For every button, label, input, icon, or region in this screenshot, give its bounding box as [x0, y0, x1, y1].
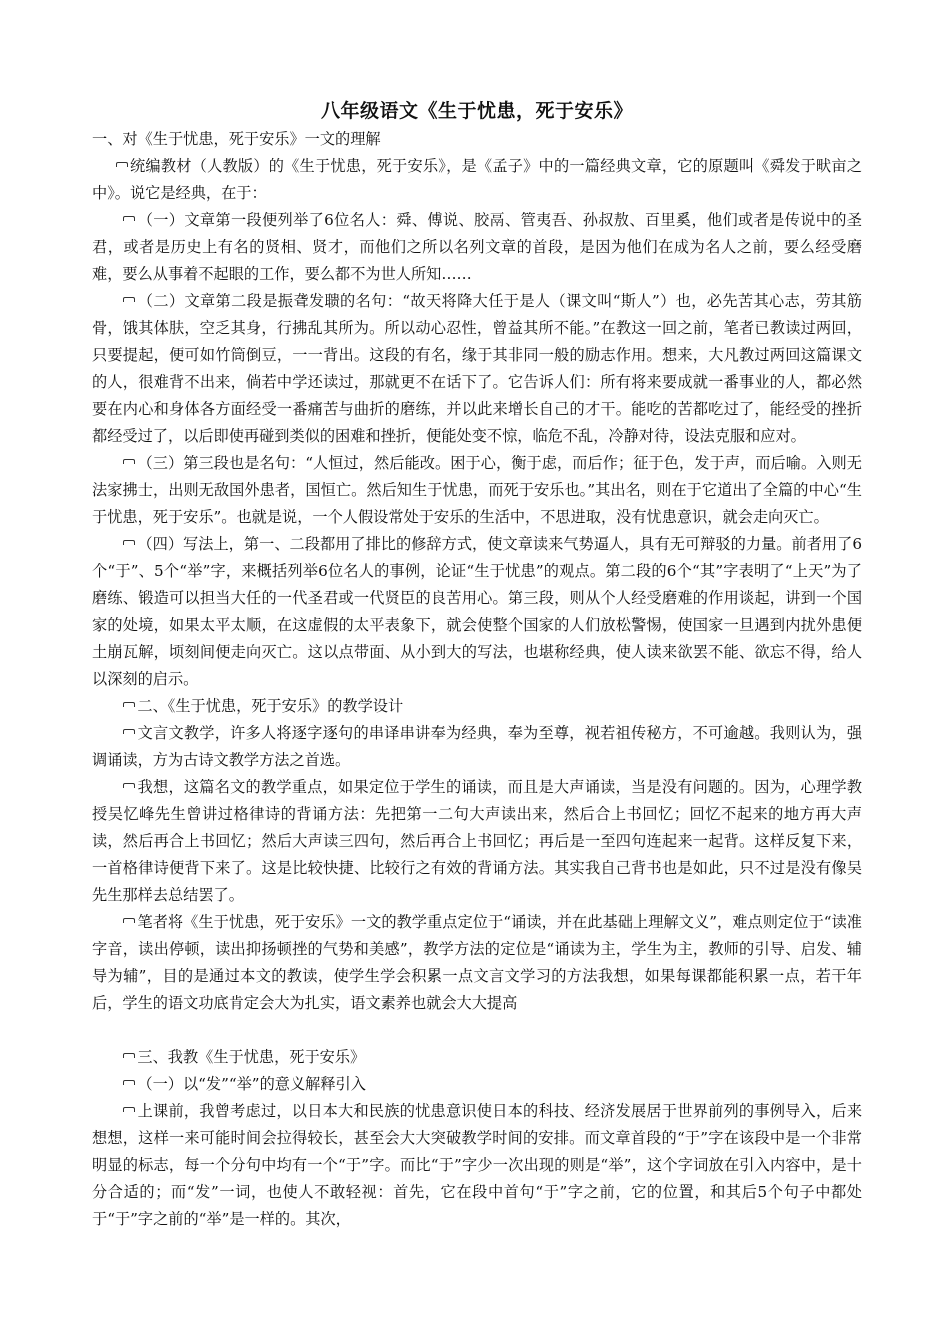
section-3-paragraph-1: 上课前，我曾考虑过，以日本大和民族的忧患意识使日本的科技、经济发展居于世界前列的事例导入，后来想想，这样一来可能时间会拉得较长，甚至会大大突破教学时间的安排。而文章首段的“于”字在该段中是一个非常明显的标志，每一个分句中均有一个“于”字。而比“于”字少一次出现的则是“举”，这个字词放在引入内容中，是十分合适的；而“发”一词，也使人不敢轻视：首先，它在段中首句“于”字之前，它的位置，和其后5个句子中都处于“于”字之前的“举”是一样的。其次，	[92, 1102, 862, 1228]
paragraph-mark-icon	[122, 539, 136, 548]
paragraph-mark-icon	[122, 728, 136, 737]
paragraph-mark-icon	[122, 1052, 136, 1061]
paragraph-mark-icon	[115, 161, 129, 170]
section-1-point-2: （二）文章第二段是振聋发聩的名句：“故天将降大任于是人（课文叫“斯人”）也，必先苦其心志，劳其筋骨，饿其体肤，空乏其身，行拂乱其所为。所以动心忍性，曾益其所不能。”在教这一回之前，笔者已教读过两回，只要提起，便可如竹筒倒豆，一一背出。这段的有名，缘于其非同一般的励志作用。想来，大凡教过两回这篇课文的人，很难背不出来，倘若中学还读过，那就更不在话下了。它告诉人们：所有将来要成就一番事业的人，都必然要在内心和身体各方面经受一番痛苦与曲折的磨练，并以此来增长自己的才干。能吃的苦都吃过了，能经受的挫折都经受过了，以后即使再碰到类似的困难和挫折，便能处变不惊，临危不乱，冷静对待，设法克服和应对。	[92, 292, 862, 445]
paragraph-mark-icon	[122, 782, 136, 791]
section-3-subheading-1: （一）以“发”“举”的意义解释引入	[92, 1071, 862, 1098]
document-title: 八年级语文《生于忧患，死于安乐》	[320, 100, 633, 122]
section-2-paragraph-3: 笔者将《生于忧患，死于安乐》一文的教学重点定位于“诵读，并在此基础上理解文义”，难点则定位于“读准字音，读出停顿，读出抑扬顿挫的气势和美感”，教学方法的定位是“诵读为主，学生为主，教师的引导、启发、辅导为辅”，目的是通过本文的教读，使学生学会积累一点文言文学习的方法我想，如果每课都能积累一点，若干年后，学生的语文功底肯定会大为扎实，语文素养也就会大大提高	[92, 913, 862, 1012]
section-1-point-1: （一）文章第一段便列举了6位名人：舜、傅说、胶鬲、管夷吾、孙叔敖、百里奚，他们或者是传说中的圣君，或者是历史上有名的贤相、贤才，而他们之所以名列文章的首段，是因为他们在成为名人之前，要么经受磨难，要么从事着不起眼的工作，要么都不为世人所知……	[92, 211, 862, 283]
paragraph-mark-icon	[122, 917, 136, 926]
paragraph-mark-icon	[122, 1079, 136, 1088]
section-3-heading: 三、我教《生于忧患，死于安乐》	[92, 1044, 862, 1071]
document-page	[92, 98, 862, 1233]
section-2-paragraph-1: 文言文教学，许多人将逐字逐句的串译串讲奉为经典，奉为至尊，视若祖传秘方，不可逾越。我则认为，强调诵读，方为古诗文教学方法之首选。	[92, 724, 862, 769]
paragraph-mark-icon	[122, 296, 136, 305]
paragraph-mark-icon	[122, 1106, 136, 1115]
paragraph-mark-icon	[122, 215, 136, 224]
section-1-heading: 一、对《生于忧患，死于安乐》一文的理解	[92, 130, 381, 148]
blank-line	[92, 1017, 862, 1044]
paragraph-mark-icon	[122, 458, 136, 467]
section-1-point-4: （四）写法上，第一、二段都用了排比的修辞方式，使文章读来气势逼人，具有无可辩驳的力量。前者用了6个“于”、5个“举”字，来概括列举6位名人的事例，论证“生于忧患”的观点。第二段的6个“其”字表明了“上天”为了磨练、锻造可以担当大任的一代圣君或一代贤臣的良苦用心。第三段，则从个人经受磨难的作用谈起，讲到一个国家的处境，如果太平太顺，在这虚假的太平表象下，就会使整个国家的人们放松警惕，使国家一旦遇到内扰外患便土崩瓦解，顷刻间便走向灭亡。这以点带面、从小到大的写法，也堪称经典，使人读来欲罢不能、欲忘不得，给人以深刻的启示。	[92, 535, 862, 688]
section-1-intro: 统编教材（人教版）的《生于忧患，死于安乐》，是《孟子》中的一篇经典文章，它的原题叫《舜发于畎亩之中》。说它是经典，在于：	[92, 157, 862, 202]
section-1-point-3: （三）第三段也是名句：“人恒过，然后能改。困于心，衡于虑，而后作；征于色，发于声，而后喻。入则无法家拂士，出则无敌国外患者，国恒亡。然后知生于忧患，而死于安乐也。”其出名，则在于它道出了全篇的中心“生于忧患，死于安乐”。也就是说，一个人假设常处于安乐的生活中，不思进取，没有忧患意识，就会走向灭亡。	[92, 454, 862, 526]
section-2-heading: 二、《生于忧患，死于安乐》的教学设计	[92, 693, 862, 720]
section-2-paragraph-2: 我想，这篇名文的教学重点，如果定位于学生的诵读，而且是大声诵读，当是没有问题的。因为，心理学教授吴忆峰先生曾讲过格律诗的背诵方法：先把第一二句大声读出来，然后合上书回忆；回忆不起来的地方再大声读，然后再合上书回忆；然后大声读三四句，然后再合上书回忆；再后是一至四句连起来一起背。这样反复下来，一首格律诗便背下来了。这是比较快捷、比较行之有效的背诵方法。其实我自己背书也是如此，只不过是没有像吴先生那样去总结罢了。	[92, 778, 862, 904]
paragraph-mark-icon	[122, 701, 136, 710]
